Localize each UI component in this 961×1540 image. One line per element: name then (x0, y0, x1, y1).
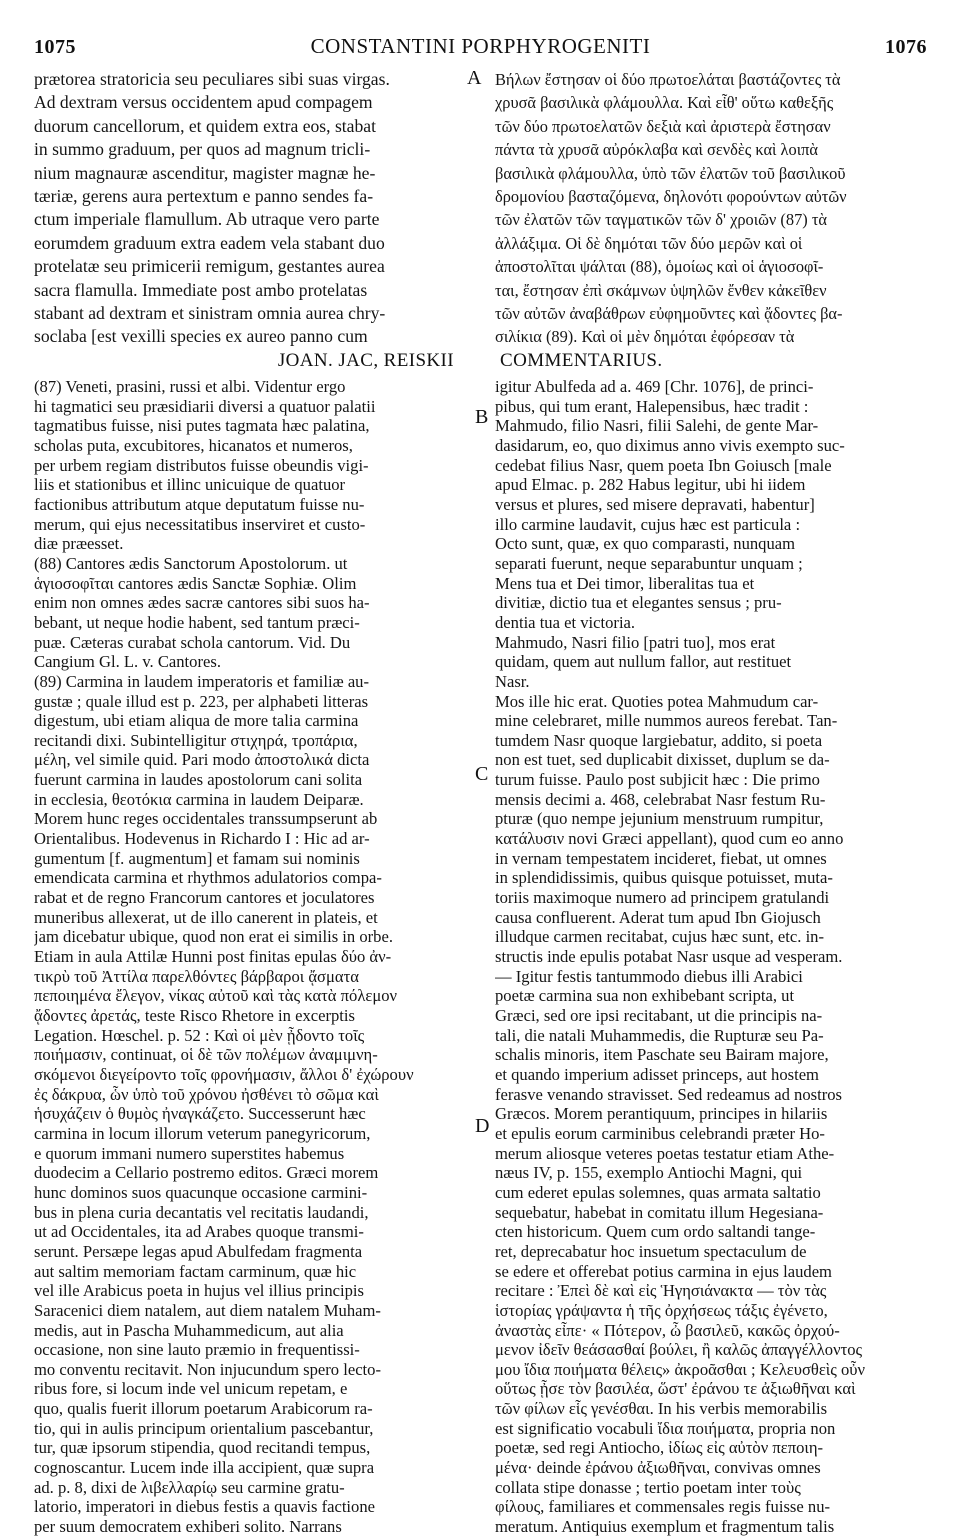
commentary-right-line: φίλους, familiares et commensales regis fuisse nu- (495, 1497, 831, 1517)
commentary-left-line: quo, qualis fuerit illorum poetarum Arabicorum ra- (34, 1399, 373, 1419)
greek-text-line: τῶν ἐλατῶν τῶν ταγματικῶν τῶν δ' χροιῶν (87) τὰ (495, 210, 828, 230)
commentary-right-line: næus IV, p. 155, exemplo Antiochi Magni, qui (495, 1163, 803, 1183)
latin-text-line: duorum cancellorum, et quidem extra eos, stabat (34, 115, 376, 136)
commentary-left-line: carmina in locum illorum veterum panegyricorum, (34, 1123, 371, 1143)
commentary-right-line: mensis decimi a. 468, celebrabat Nasr festum Ru- (495, 789, 826, 809)
commentary-right-line: toriis maximoque numero ad principem gratulandi (495, 888, 830, 908)
commentary-left-line: latorio, imperatori in diebus festis a quavis factione (34, 1497, 375, 1517)
commentary-right-line: dentia tua et victoria. (495, 612, 636, 632)
greek-text-line: ἀλλάξιμα. Οἱ δὲ δημόται τῶν δύο μερῶν καὶ οἱ (495, 233, 803, 253)
commentary-left-line: diæ præesset. (34, 534, 124, 554)
greek-text-line: χρυσᾶ βασιλικὰ φλάμουλλα. Καὶ εἶθ' οὕτω καθεξῆς (495, 93, 834, 113)
commentary-right-line: structis inde epulis potabat Nasr usque ad vesperam. (495, 947, 843, 967)
commentary-right-line: se edere et offerebat potius carmina in ejus laudem (495, 1261, 832, 1281)
latin-text-line: soclaba [est vexilli species ex aureo panno cum (34, 326, 368, 347)
latin-text-line: tæriæ, gerens aura pertextum e panno sendes fa- (34, 186, 374, 207)
commentary-right-line: poetæ carmina sua non exhibebant scripta, ut (495, 986, 795, 1006)
latin-text-line: Ad dextram versus occidentem apud compagem (34, 92, 373, 113)
greek-text-column (495, 68, 927, 349)
commentary-left-line: rabat et de regno Francorum cantores et joculatores (34, 888, 375, 908)
commentary-right-line: cten historicum. Quem cum ordo saltandi tange- (495, 1222, 816, 1242)
page-number-left: 1075 (34, 36, 76, 58)
commentary-left-line: ποιήμασιν, continuat, οἱ δὲ τῶν πολέμων ἀναμιμνη- (34, 1045, 378, 1065)
page-header (34, 34, 927, 58)
commentary-right-line: merum aliosque veteres poetas testatur etiam Athe- (495, 1143, 835, 1163)
commentary-left-line: muneribus allexerat, ut de illo canerent in plateis, et (34, 907, 378, 927)
commentary-right-line: recitare : Ἐπεὶ δὲ καὶ εἰς Ἡγησιάνακτα — τὸν τὰς (495, 1281, 827, 1301)
side-marker-d: D (475, 1115, 490, 1137)
commentary-right-line: turum fuisse. Paulo post subjicit hæc : Die primo (495, 770, 820, 790)
commentary-right-line: tali, die natali Muhammedis, die Rupturæ seu Pa- (495, 1025, 824, 1045)
commentary-left-line: Cangium Gl. L. v. Cantores. (34, 652, 221, 672)
side-marker-a: A (467, 67, 482, 89)
greek-text-line: τῶν δύο πρωτοελατῶν δεξιὰ καὶ ἀριστερὰ ἔστησαν (495, 116, 831, 136)
commentary-right-line: Nasr. (495, 671, 530, 691)
commentary-left-line: factionibus attributum atque deputatum fuisse nu- (34, 494, 365, 514)
page-number-right: 1076 (884, 36, 927, 58)
commentary-left-line: hi tagmatici seu præsidiarii diversi a quatuor palatii (34, 396, 376, 416)
commentary-left-line: occasione, non sine lauto præmio in frequentissi- (34, 1340, 360, 1360)
commentary-right-line: cedebat filius Nasr, quem poeta Ibn Goiusch [male (495, 455, 832, 475)
latin-text-line: ctum imperiale flamullum. Ab utraque vero parte (34, 209, 380, 230)
commentary-right-line: Græcos. Morem perantiquum, principes in hilariis (495, 1104, 828, 1124)
commentary-left-line: Etiam in aula Attilæ Hunni post finitas epulas δύο ἀν- (34, 947, 392, 967)
commentary-right-line: sequebatur, habebat in comitatu illum Hegesianа- (495, 1202, 824, 1222)
commentary-left-line: per suum democratem exhiberi solito. Narrans (34, 1517, 342, 1537)
greek-text-line: δρομονίου βασταζόμενα, δηλονότι φορούντων αὐτῶν (495, 187, 847, 207)
commentary-left-line: ut ad Occidentales, ita ad Arabes quoque transmi- (34, 1222, 364, 1242)
latin-text-line: in summo graduum, per quos ad magnum tricli- (34, 139, 371, 160)
greek-text-line: πάντα τὰ χρυσᾶ αὐρόκλαβα καὶ σενδὲς καὶ λοιπὰ (495, 140, 818, 160)
latin-text-line: nium magnauræ ascenditur, magister magnæ he- (34, 162, 376, 183)
commentary-left-line: ad. p. 8, dixi de λιβελλαρίῳ seu carmine gratu- (34, 1477, 345, 1497)
commentary-left-line: emendicata carmina et rhythmos adulatorios compa- (34, 868, 382, 888)
commentary-right-line: ret, deprecabatur hoc insuetum spectaculum de (495, 1241, 807, 1261)
commentary-left-line: Legation. Hœschel. p. 52 : Καὶ οἱ μὲν ᾖδοντο τοῖς (34, 1025, 365, 1045)
commentary-left-line: scholas puta, excubitores, hicanatos et numeros, (34, 435, 353, 455)
commentary-left-line: Morem hunc reges occidentales transsumpserunt ab (34, 809, 378, 829)
commentary-right-line: Mahmudo, filio Nasri, filii Salehi, de gente Mar- (495, 416, 819, 436)
commentary-left-line: in ecclesia, θεοτόκια carmina in laudem Deiparæ. (34, 789, 364, 809)
commentary-right-line: ἀναστὰς εἶπε· « Πότερον, ὦ βασιλεῦ, κακῶς ὀρχού- (495, 1320, 840, 1340)
commentary-heading (34, 350, 927, 376)
commentary-left-line: cognoscantur. Lucem inde illa accipient, quæ supra (34, 1458, 375, 1478)
side-marker-b: B (475, 406, 489, 428)
commentary-left-line: bebant, ut neque hodie habent, sed tantum præci- (34, 612, 360, 632)
commentary-right-line: in splendidissimis, quibus quisque potuisset, muta- (495, 868, 833, 888)
greek-text-line: τῶν αὐτῶν ἀναβάθρων εὐφημοῦντες καὶ ᾄδοντες βα- (495, 304, 843, 324)
commentary-left-line: πεποιημένα ἔλεγον, νίκας αὐτοῦ καὶ τὰς κατὰ πόλεμον (34, 986, 398, 1006)
commentary-left-line: hunc dominos suos quacunque occasione carmini- (34, 1182, 368, 1202)
commentary-left-line: fuerunt carmina in laudes apostolorum cani solita (34, 770, 363, 790)
commentary-left-line: serunt. Persæpe legas apud Abulfedam fragmenta (34, 1241, 363, 1261)
commentary-left-line: medis, aut in Pascha Muhammedicum, aut alia (34, 1320, 344, 1340)
commentary-right-line: Græci, sed ore ipsi recitabant, ut die principis na- (495, 1006, 823, 1025)
commentary-right-line: in vernam tempestatem incideret, fiebat, ut omnes (495, 848, 827, 868)
commentary-left-line: μέλη, vel simile quid. Pari modo ἀποστολικά dicta (34, 750, 370, 770)
commentary-left-column (34, 377, 474, 1537)
running-title: CONSTANTINI PORPHYROGENITI (310, 34, 651, 58)
commentary-left-line: tio, qui in aulis principum orientalium pascebantur, (34, 1418, 374, 1438)
commentary-left-line: mo conventu recitavit. Non injucundum spero lecto- (34, 1359, 381, 1379)
latin-text-line: stabant ad dextram et sinistram omnia aurea chry- (34, 303, 386, 324)
commentary-right-line: μου ἴδια ποιήματα θέλεις» ἀκροᾶσθαι ; Κελευσθεὶς οὖν (495, 1359, 866, 1379)
commentary-left-line: bus in plena curia decantatis vel recitatis laudandi, (34, 1202, 369, 1222)
commentary-right-line: κατάλυσιν novi Græci appellant), quod cum eo anno (495, 829, 844, 849)
commentary-right-line: igitur Abulfeda ad a. 469 [Chr. 1076], de princi- (495, 377, 814, 396)
greek-text-line: ἀποστολῖται ψάλται (88), ὁμοίως καὶ οἱ ἁγιοσοφῖ- (495, 257, 824, 277)
commentary-right-line: Octo sunt, quæ, ex quo comparasti, nunquam (495, 534, 796, 554)
commentary-right-line: μενον ἰδεῖν θεάσασθαί βούλει, ἢ καλῶς ἀπαγγέλλοντος (495, 1340, 863, 1360)
commentary-left-line: (87) Veneti, prasini, russi et albi. Videntur ergo (34, 377, 346, 396)
commentary-left-line: tur, quæ ipsorum stipendia, quod recitandi tempus, (34, 1438, 371, 1458)
commentary-right-line: dasidarum, eo, quo diximus anno vivis exempto suc- (495, 435, 845, 455)
latin-translation-column (34, 68, 462, 349)
commentary-right-line: cum ederet epulas solemnes, quas armata saltatio (495, 1182, 821, 1202)
commentary-left-line: aut saltim memoriam factam carminum, quæ hic (34, 1261, 357, 1281)
commentary-right-line: schalis minoris, item Paschate seu Bairam majore, (495, 1045, 829, 1065)
commentary-left-line: gumentum [f. augmentum] et famam sui nominis (34, 848, 360, 868)
commentary-left-line: vel ille Arabicus poeta in hujus vel illius principis (34, 1281, 364, 1301)
commentary-right-line: divitiæ, dictio tua et elegantes sensus ; pru- (495, 593, 782, 613)
commentary-left-line: (88) Cantores ædis Sanctorum Apostolorum. ut (34, 553, 348, 573)
latin-text-line: protelatæ seu primicerii remigum, gestantes aurea (34, 256, 385, 277)
commentary-left-line: Saracenici diem natalem, aut diem natalem Muham- (34, 1300, 381, 1320)
commentary-left-line: Orientalibus. Hodevenus in Richardo I : Hic ad ar- (34, 829, 370, 849)
commentary-right-line: meratum. Antiquius exemplum et fragmentum talis (495, 1517, 835, 1537)
commentary-right-line: Mens tua et Dei timor, liberalitas tua et (495, 573, 755, 593)
commentary-right-line: et epulis eorum carminibus celebrandi præter Ho- (495, 1123, 825, 1143)
commentary-right-line: ἱστορίας γράψαντα ἡ τῆς ὀρχήσεως τάξις ἐγένετο, (495, 1300, 828, 1320)
commentary-left-line: ᾄδοντες ἀρετάς, teste Risco Rhetore in excerptis (34, 1006, 355, 1025)
side-marker-c: C (475, 763, 489, 785)
commentary-right-line: Mos ille hic erat. Quoties potea Mahmudum car- (495, 691, 819, 711)
greek-text-line: Βήλων ἔστησαν οἱ δύο πρωτοελάται βαστάζοντες τὰ (495, 70, 841, 89)
commentary-left-line: (89) Carmina in laudem imperatoris et familiæ au- (34, 671, 370, 691)
commentary-left-line: jam dicebatur ubique, quod non erat ei similis in orbe. (34, 927, 393, 947)
commentary-right-line: causa confluerent. Aderat tum apud Ibn Giojusch (495, 907, 821, 927)
latin-text-line: sacra flamulla. Immediate post ambo protelatas (34, 279, 368, 300)
commentary-left-line: merum, qui ejus necessitatibus inserviret et custo- (34, 514, 366, 534)
commentary-right-line: pibus, qui tum erant, Halepensibus, hæc tradit : (495, 396, 809, 416)
commentary-left-line: gustæ ; quale illud est p. 223, per alphabeti litteras (34, 691, 369, 711)
commentary-label: COMMENTARIUS. (500, 350, 663, 371)
commentary-right-line: τῶν φίλων εἷς γενέσθαι. In his verbis memorabilis (495, 1399, 828, 1419)
commentary-right-line: quidam, quem aut nullum fallor, aut restituet (495, 652, 792, 672)
commentary-left-line: ribus fore, si locum inde vel unicum repetam, e (34, 1379, 348, 1399)
commentary-right-line: — Igitur festis tantummodo diebus illi Arabici (495, 966, 803, 986)
commentary-right-line: collata stipe donasse ; tertio poetam inter τοὺς (495, 1477, 801, 1497)
commentary-left-line: digestum, ubi etiam aliqua de more talia carmina (34, 711, 359, 731)
commentary-left-line: enim non omnes ædes sacræ cantores sibi suos ha- (34, 593, 370, 613)
commentary-left-line: e quorum immani numero superstites habemus (34, 1143, 345, 1163)
commentary-right-line: versus et plures, sed misere depravati, habentur] (495, 494, 815, 514)
commentary-left-line: liis et stationibus et illinc unicuique de quatuor (34, 475, 346, 495)
commentary-left-line: puæ. Cæteras curabat schola cantorum. Vid. Du (34, 632, 351, 652)
commentary-right-line: illo carmine laudavit, cujus hæc est particula : (495, 514, 801, 534)
greek-text-line: βασιλικὰ φλάμουλλα, ὑπὸ τῶν ἐλατῶν τοῦ βασιλικοῦ (495, 163, 846, 183)
commentary-right-line: illudque carmen recitabat, cujus hæc sunt, etc. in- (495, 927, 824, 947)
commentary-right-line: Mahmudo, Nasri filio [patri tuo], mos erat (495, 632, 776, 652)
commentary-right-line: est significatio vocabuli ἴδια ποιήματα, propria non (495, 1418, 836, 1438)
commentary-right-line: tumdem Nasr quoque largiebatur, addito, si poeta (495, 730, 823, 750)
greek-text-line: σιλίκια (89). Καὶ οἱ μὲν δημόται ἐφόρεσαν τὰ (495, 327, 795, 347)
commentary-left-line: duodecim a Cellario postremo editos. Græci morem (34, 1163, 379, 1183)
commentary-left-line: recitandi dixi. Subintelligitur στιχηρά, τροπάρια, (34, 730, 358, 750)
commentary-right-line: οὕτως ᾖσε τὸν βασιλέα, ὥστ' ἐράνου τε ἀξιωθῆναι καὶ (495, 1379, 856, 1399)
commentary-left-line: tagmatibus fuisse, nisi putes tagmata hæc palatina, (34, 416, 370, 436)
commentary-right-line: μένα· deinde ἐράνου ἀξιωθῆναι, convivas omnes (495, 1458, 821, 1478)
commentary-left-line: ἡσυχάζειν ὁ θυμὸς ἠναγκάζετο. Successerunt hæc (34, 1104, 366, 1124)
greek-text-line: ται, ἔστησαν ἐπὶ σκάμνων ὑψηλῶν ἔνθεν κἀκεῖθεν (495, 280, 827, 300)
commentary-author: JOAN. JAC, REISKII (277, 350, 454, 371)
commentary-right-line: separati fuerunt, neque separabuntur unquam ; (495, 553, 803, 573)
commentary-right-line: apud Elmac. p. 282 Habus legitur, ubi hi iidem (495, 475, 806, 495)
commentary-right-line: pturæ (quo nempe jejunium menstruum rumpitur, (495, 809, 824, 829)
commentary-left-line: per urbem regiam distributos fuisse obeundis vigi- (34, 455, 369, 475)
commentary-right-line: mine celebraret, mille nummos aureos ferebat. Tan- (495, 711, 838, 731)
commentary-right-line: poetæ, sed regi Antiocho, ἰδίως εἰς αὐτὸν πεποιη- (495, 1438, 824, 1458)
commentary-right-column (495, 377, 927, 1537)
latin-text-line: prætorea stratoricia seu peculiares sibi suas virgas. (34, 69, 390, 89)
commentary-right-line: et quando imperium adisset princeps, aut hostem (495, 1064, 819, 1084)
commentary-left-line: σκόμενοι διεγείροντο τοῖς φρονήμασιν, ἄλλοι δ' ἐχώρουν (34, 1064, 414, 1084)
commentary-right-line: non est tuet, sed duplicabit dixisset, duplum se da- (495, 750, 830, 770)
commentary-left-line: ἁγιοσοφῖται cantores ædis Sanctæ Sophiæ. Olim (34, 573, 357, 593)
commentary-left-line: τικρὺ τοῦ Ἀττίλα παρελθόντες βάρβαροι ᾄσματα (34, 966, 359, 986)
commentary-left-line: ἐς δάκρυα, ὧν ὑπὸ τοῦ χρόνου ἠσθένει τὸ σῶμα καὶ (34, 1084, 379, 1104)
latin-text-line: eorumdem graduum extra eadem vela stabant duo (34, 232, 385, 253)
commentary-right-line: ferasve venando stravisset. Sed redeamus ad nostros (495, 1084, 842, 1104)
